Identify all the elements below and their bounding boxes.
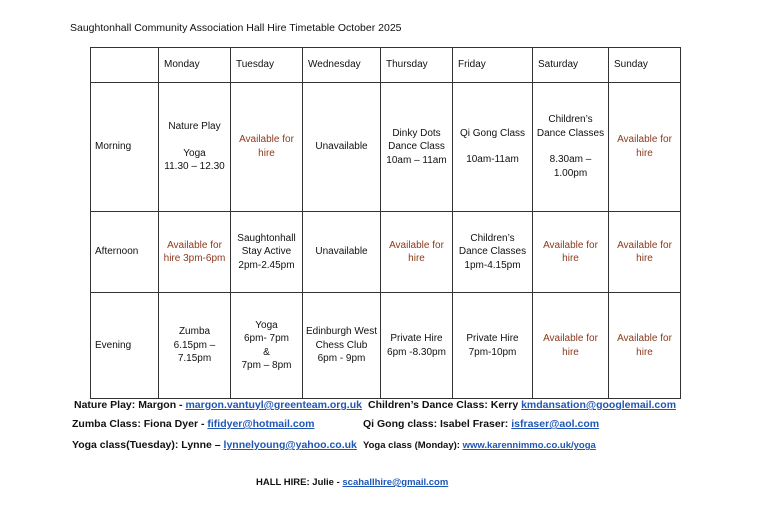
contact-nature-play: Nature Play: Margon - margon.vantuyl@greenteam.org.uk xyxy=(74,399,362,411)
slot-line: 10am-11am xyxy=(466,154,519,166)
slot-cell xyxy=(231,293,303,399)
contact-qi-gong: Qi Gong class: Isabel Fraser: isfraser@aol.com xyxy=(363,418,600,430)
available-slot-cell xyxy=(609,83,681,212)
email-link-hall-hire[interactable]: scahallhire@gmail.com xyxy=(342,477,449,488)
timetable xyxy=(90,47,681,399)
day-header: Tuesday xyxy=(231,48,303,83)
slot-line: Available for hire xyxy=(543,239,598,265)
slot-line: Private Hire xyxy=(390,333,443,345)
slot-line: 2pm-2.45pm xyxy=(238,259,295,271)
slot-line: Children’s xyxy=(470,232,515,244)
period-label: Afternoon xyxy=(91,211,159,292)
contact-childrens-dance: Children’s Dance Class: Kerry kmdansation@googlemail.com xyxy=(368,399,677,411)
slot-line: Dinky Dots xyxy=(392,127,441,139)
day-header: Thursday xyxy=(381,48,453,83)
available-slot-cell xyxy=(609,293,681,399)
day-header: Sunday xyxy=(609,48,681,83)
slot-line: 6pm -8.30pm xyxy=(387,346,446,358)
slot-line: 7pm – 8pm xyxy=(241,360,292,372)
slot-line: 6pm- 7pm xyxy=(243,333,289,345)
slot-line: 1.00pm xyxy=(553,167,588,179)
slot-cell xyxy=(303,211,381,292)
slot-line: Dance Classes xyxy=(458,246,527,258)
day-header: Wednesday xyxy=(303,48,381,83)
slot-cell xyxy=(381,293,453,399)
slot-line xyxy=(536,140,605,153)
slot-line: Edinburgh West xyxy=(306,326,377,338)
contact-yoga-tuesday: Yoga class(Tuesday): Lynne – lynnelyoung@yahoo.co.uk xyxy=(72,439,357,451)
slot-line: Stay Active xyxy=(241,246,292,258)
slot-line: hire xyxy=(408,253,425,265)
slot-line: Available for hire xyxy=(617,333,672,358)
slot-line: Available for hire xyxy=(543,333,598,358)
slot-line: Saughtonhall xyxy=(237,232,296,244)
slot-cell xyxy=(453,293,533,399)
period-label: Evening xyxy=(91,293,159,399)
available-slot-cell xyxy=(381,211,453,292)
slot-line: Dance Class xyxy=(388,141,445,153)
slot-line: Nature Play xyxy=(168,121,221,133)
slot-line: hire 3pm-6pm xyxy=(163,253,226,265)
slot-line xyxy=(162,134,227,147)
table-row xyxy=(91,83,681,212)
slot-line: 1pm-4.15pm xyxy=(464,259,521,271)
slot-line: Available for xyxy=(389,239,444,251)
slot-line: Available for xyxy=(167,239,222,251)
corner-cell xyxy=(91,48,159,83)
slot-line: Yoga xyxy=(183,147,206,159)
available-slot-cell xyxy=(609,211,681,292)
slot-line: Yoga xyxy=(255,319,278,331)
email-link-yoga-tuesday[interactable]: lynnelyoung@yahoo.co.uk xyxy=(223,439,357,451)
web-link-yoga-monday[interactable]: www.karennimmo.co.uk/yoga xyxy=(462,440,596,451)
period-label: Morning xyxy=(91,83,159,212)
header-row xyxy=(91,48,681,83)
slot-line: Dance Classes xyxy=(536,127,605,139)
slot-line: Unavailable xyxy=(315,246,368,258)
slot-line: Unavailable xyxy=(315,141,368,153)
day-header: Monday xyxy=(159,48,231,83)
slot-line xyxy=(456,140,529,153)
slot-line: Children’s xyxy=(548,114,593,126)
slot-line: & xyxy=(263,346,270,358)
available-slot-cell xyxy=(533,293,609,399)
slot-line: Chess Club xyxy=(315,339,368,351)
slot-line: 7.15pm xyxy=(177,353,212,365)
slot-line: 10am – 11am xyxy=(386,154,447,166)
table-row xyxy=(91,211,681,292)
slot-cell xyxy=(453,83,533,212)
slot-cell xyxy=(231,211,303,292)
slot-cell xyxy=(381,83,453,212)
email-link-nature-play[interactable]: margon.vantuyl@greenteam.org.uk xyxy=(185,399,362,411)
slot-cell xyxy=(303,293,381,399)
slot-line: 7pm-10pm xyxy=(468,346,517,358)
slot-line: Available for hire xyxy=(617,134,672,159)
slot-cell xyxy=(453,211,533,292)
contact-yoga-monday: Yoga class (Monday): www.karennimmo.co.uk/yoga xyxy=(363,440,596,451)
email-link-qi-gong[interactable]: isfraser@aol.com xyxy=(511,418,600,430)
email-link-childrens-dance[interactable]: kmdansation@googlemail.com xyxy=(521,399,677,411)
available-slot-cell xyxy=(533,211,609,292)
slot-line: 11.30 – 12.30 xyxy=(164,161,225,173)
slot-line: Available for xyxy=(239,134,294,146)
slot-line: 8.30am – xyxy=(549,154,592,166)
slot-cell xyxy=(159,293,231,399)
day-header: Saturday xyxy=(533,48,609,83)
day-header: Friday xyxy=(453,48,533,83)
available-slot-cell xyxy=(159,211,231,292)
slot-line: Available for hire xyxy=(617,239,672,265)
slot-cell xyxy=(533,83,609,212)
slot-cell xyxy=(159,83,231,212)
email-link-zumba[interactable]: fifidyer@hotmail.com xyxy=(207,418,315,430)
slot-line: Private Hire xyxy=(466,333,519,345)
available-slot-cell xyxy=(231,83,303,212)
contact-hall-hire: HALL HIRE: Julie - scahallhire@gmail.com xyxy=(256,477,449,488)
slot-line: Zumba xyxy=(178,326,211,338)
slot-line: hire xyxy=(258,147,275,159)
table-row xyxy=(91,293,681,399)
slot-line: Qi Gong Class xyxy=(459,127,526,139)
slot-cell xyxy=(303,83,381,212)
slot-line: 6.15pm – xyxy=(173,339,216,351)
contact-zumba: Zumba Class: Fiona Dyer - fifidyer@hotmail.com xyxy=(72,418,315,430)
page-title: Saughtonhall Community Association Hall Hire Timetable October 2025 xyxy=(70,22,402,34)
slot-line: 6pm - 9pm xyxy=(317,353,366,365)
